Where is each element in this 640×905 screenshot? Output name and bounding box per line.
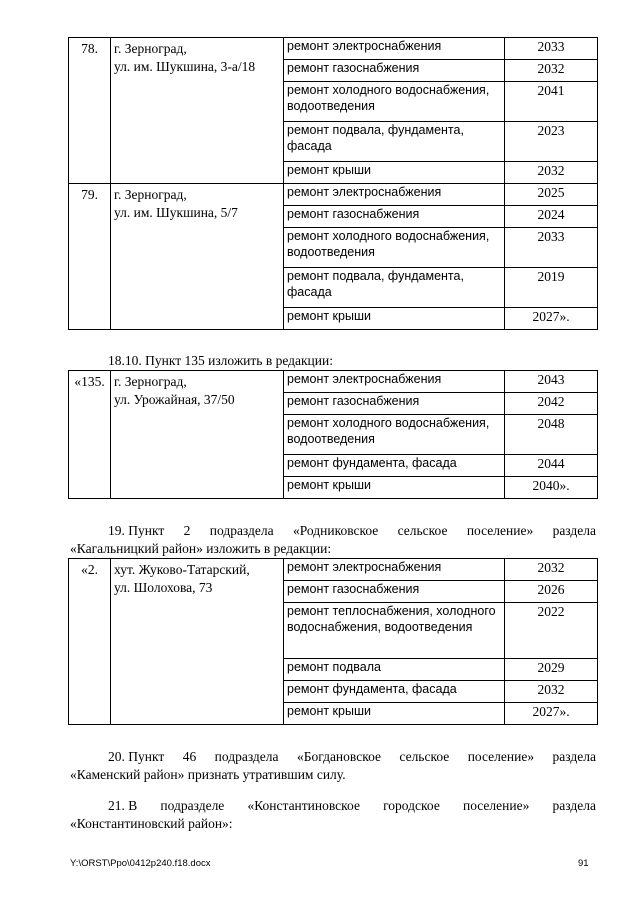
work-year: 2032 (505, 559, 598, 581)
housing-table-2 (68, 370, 598, 499)
work-type: ремонт подвала, фундамента, фасада (284, 122, 505, 162)
word: 19. Пункт (108, 523, 165, 538)
work-type: ремонт крыши (284, 162, 505, 184)
work-type: ремонт электроснабжения (284, 38, 505, 60)
word: 46 (182, 749, 197, 764)
work-year: 2029 (505, 659, 598, 681)
word: сельское (397, 523, 448, 538)
table-row (69, 184, 598, 206)
address-cell (111, 38, 284, 184)
paragraph-21 (70, 797, 596, 833)
word: 21. В (108, 798, 138, 813)
work-year: 2041 (505, 82, 598, 122)
work-year: 2023 (505, 122, 598, 162)
word: подраздела (209, 523, 274, 538)
work-type: ремонт крыши (284, 477, 505, 499)
work-year: 2032 (505, 60, 598, 82)
entry-number: «2. (69, 559, 111, 725)
work-type: ремонт теплоснабжения, холодного водоснабжения, водоотведения (284, 603, 505, 659)
paragraph-line: «Каменский район» признать утратившим силу. (70, 767, 346, 782)
work-year: 2033 (505, 228, 598, 268)
paragraph-line (70, 748, 596, 766)
work-year: 2025 (505, 184, 598, 206)
work-year: 2040». (505, 477, 598, 499)
paragraph-20 (70, 748, 596, 784)
work-year: 2027». (505, 308, 598, 330)
work-type: ремонт газоснабжения (284, 206, 505, 228)
work-type: ремонт холодного водоснабжения, водоотведения (284, 415, 505, 455)
address-city: г. Зерноград, (114, 374, 187, 389)
work-type: ремонт фундамента, фасада (284, 455, 505, 477)
work-year: 2032 (505, 162, 598, 184)
work-type: ремонт холодного водоснабжения, водоотведения (284, 228, 505, 268)
work-year: 2032 (505, 681, 598, 703)
address-city: г. Зерноград, (114, 41, 187, 56)
word: 2 (183, 523, 191, 538)
address-cell (111, 559, 284, 725)
work-year: 2019 (505, 268, 598, 308)
work-year: 2044 (505, 455, 598, 477)
word: поселение» (466, 523, 534, 538)
housing-table-3 (68, 558, 598, 725)
work-type: ремонт подвала, фундамента, фасада (284, 268, 505, 308)
work-type: ремонт газоснабжения (284, 60, 505, 82)
work-year: 2048 (505, 415, 598, 455)
paragraph-line (70, 797, 596, 815)
work-year: 2042 (505, 393, 598, 415)
work-year: 2022 (505, 603, 598, 659)
word: сельское (399, 749, 450, 764)
word: городское (383, 798, 440, 813)
table-row (69, 371, 598, 393)
work-type: ремонт крыши (284, 703, 505, 725)
paragraph-text: 18.10. Пункт 135 изложить в редакции: (108, 353, 333, 368)
footer-file-path: Y:\ORST\Ppo\0412p240.f18.docx (70, 858, 211, 869)
word: поселение» (462, 798, 530, 813)
paragraph-18-10 (70, 352, 596, 370)
entry-number: «135. (69, 371, 111, 499)
paragraph-line (70, 522, 596, 540)
entry-number: 79. (69, 184, 111, 330)
word: подразделе (160, 798, 225, 813)
address-cell (111, 184, 284, 330)
address-street: ул. им. Шукшина, 5/7 (114, 205, 238, 220)
work-year: 2026 (505, 581, 598, 603)
address-street: ул. Урожайная, 37/50 (114, 392, 235, 407)
word: 20. Пункт (108, 749, 165, 764)
work-year: 2027». (505, 703, 598, 725)
address-street: ул. им. Шукшина, 3-а/18 (114, 59, 256, 74)
paragraph-line: «Кагальницкий район» изложить в редакции: (70, 541, 332, 556)
paragraph-19 (70, 522, 596, 558)
work-year: 2024 (505, 206, 598, 228)
work-type: ремонт холодного водоснабжения, водоотведения (284, 82, 505, 122)
word: поселение» (467, 749, 535, 764)
word: раздела (552, 798, 596, 813)
word: «Богдановское (296, 749, 381, 764)
word: раздела (552, 523, 596, 538)
work-type: ремонт электроснабжения (284, 559, 505, 581)
paragraph-line: «Константиновский район»: (70, 816, 233, 831)
work-type: ремонт газоснабжения (284, 581, 505, 603)
work-type: ремонт фундамента, фасада (284, 681, 505, 703)
work-type: ремонт электроснабжения (284, 184, 505, 206)
word: «Родниковское (292, 523, 379, 538)
address-street: ул. Шолохова, 73 (114, 580, 213, 595)
work-type: ремонт крыши (284, 308, 505, 330)
work-type: ремонт газоснабжения (284, 393, 505, 415)
housing-table-1 (68, 37, 598, 330)
word: подраздела (214, 749, 279, 764)
word: раздела (552, 749, 596, 764)
address-cell (111, 371, 284, 499)
work-year: 2033 (505, 38, 598, 60)
entry-number: 78. (69, 38, 111, 184)
word: «Константиновское (247, 798, 360, 813)
address-city: г. Зерноград, (114, 187, 187, 202)
work-type: ремонт электроснабжения (284, 371, 505, 393)
work-type: ремонт подвала (284, 659, 505, 681)
address-city: хут. Жуково-Татарский, (114, 562, 250, 577)
footer-page-number: 91 (578, 858, 589, 869)
table-row (69, 559, 598, 581)
table-row (69, 38, 598, 60)
work-year: 2043 (505, 371, 598, 393)
